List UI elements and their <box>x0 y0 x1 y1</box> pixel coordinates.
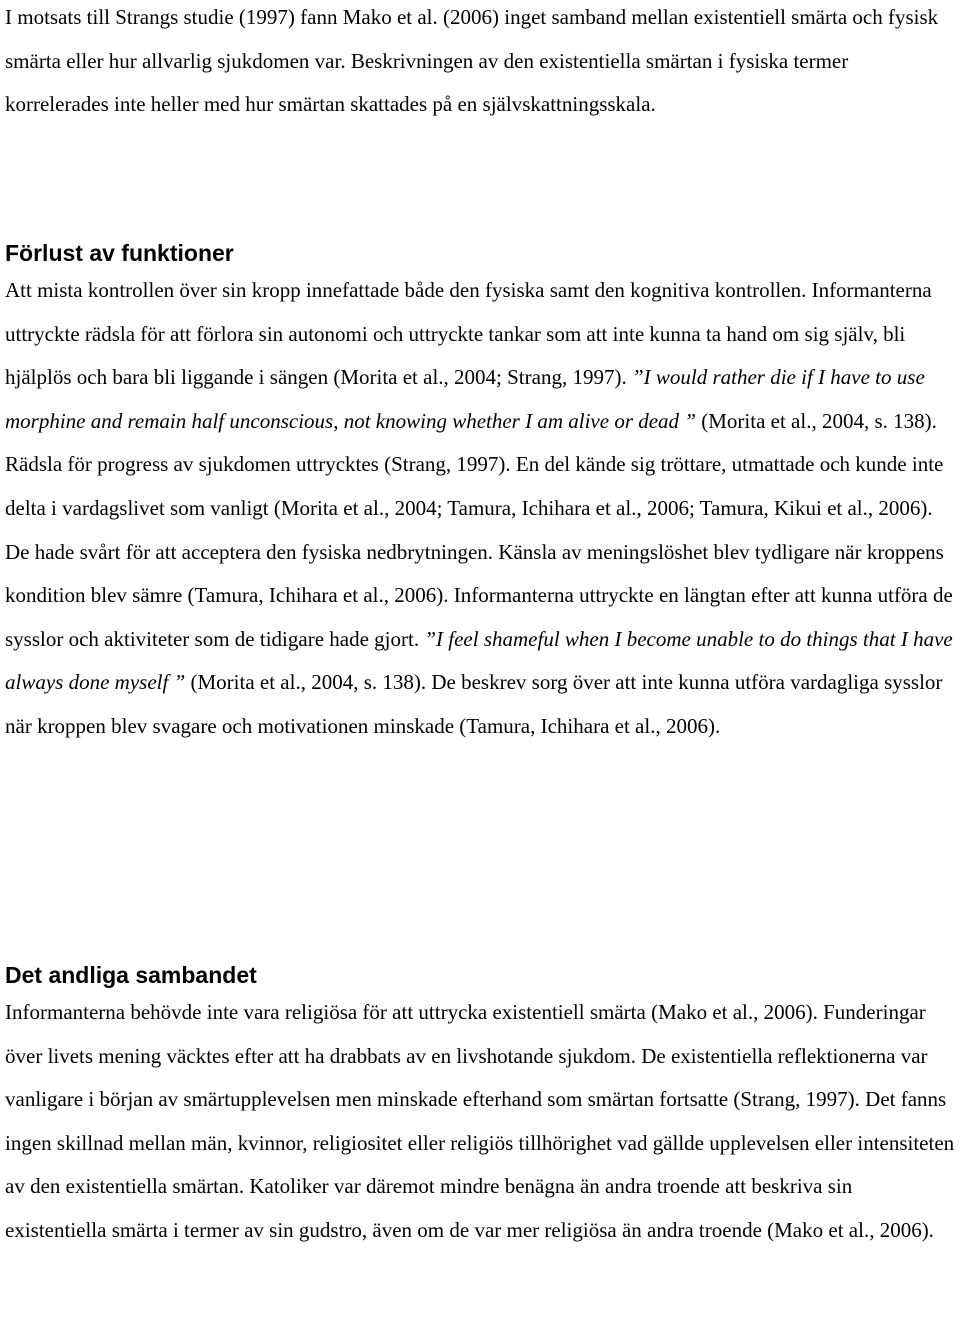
paragraph-text: Att mista kontrollen över sin kropp innefattade både den fysiska samt den kognitiva kontrollen. Informanterna uttryckte rädsla för att förlora sin autonomi och uttryckte tankar som att inte kunna ta hand om sig själv, bli hjälplös och bara bli liggande i sängen (Morita et al., 2004; Strang, 1997). <box>5 278 932 390</box>
quote-open-mark: ” <box>631 365 644 390</box>
section-heading: Förlust av funktioner <box>5 240 234 266</box>
body-paragraph: Informanterna behövde inte vara religiösa för att uttrycka existentiell smärta (Mako et al., 2006). Funderingar över livets mening väcktes efter att ha drabbats av en livshotande sjukdom. De existentiella reflektionerna var vanligare i början av smärtupplevelsen men minskade efterhand som smärtan fortsatte (Strang, 1997). Det fanns ingen skillnad mellan män, kvinnor, religiositet eller religiös tillhörighet vad gällde upplevelsen eller intensiteten av den existentiella smärtan. Katoliker var däremot mindre benägna än andra troende att beskriva sin existentiella smärta i termer av sin gudstro, även om de var mer religiösa än andra troende (Mako et al., 2006). <box>5 1000 955 1242</box>
paragraph-text: (Morita et al., 2004, s. 138). De beskrev sorg över att inte kunna utföra vardagliga sysslor när kroppen blev svagare och motivationen minskade (Tamura, Ichihara et al., 2006). <box>5 670 943 738</box>
quote-text: I feel shameful when I become unable to do things that I have always done myself <box>5 626 953 695</box>
quote-open-mark: ” <box>424 626 437 651</box>
quote-text: I would rather die if I have to use morphine and remain half unconscious, not knowing whether I am alive or dead <box>5 365 925 433</box>
paragraph-text: (Morita et al., 2004, s. 138). Rädsla för progress av sjukdomen uttrycktes (Strang, 1997). En del kände sig tröttare, utmattade och kunde inte delta i vardagslivet som vanligt (Morita et al., 2004; Tamura, Ichihara et al., 2006; Tamura, Kikui et al., 2006). De hade svårt för att acceptera den fysiska nedbrytningen. Känsla av meningslöshet blev tydligare när kroppens kondition blev sämre (Tamura, Ichihara et al., 2006). Informanterna uttryckte en längtan efter att kunna utföra de sysslor och aktiviteter som de tidigare hade gjort. <box>5 408 953 651</box>
body-paragraph: I motsats till Strangs studie (1997) fann Mako et al. (2006) inget samband mellan existentiell smärta och fysisk smärta eller hur allvarlig sjukdomen var. Beskrivningen av den existentiella smärtan i fysiska termer korrelerades inte heller med hur smärtan skattades på en självskattningsskala. <box>5 5 939 117</box>
body-paragraph <box>5 269 955 749</box>
quote-close-mark: ” <box>173 670 186 695</box>
section-heading: Det andliga sambandet <box>5 962 257 988</box>
quote-close-mark: ” <box>684 408 696 433</box>
